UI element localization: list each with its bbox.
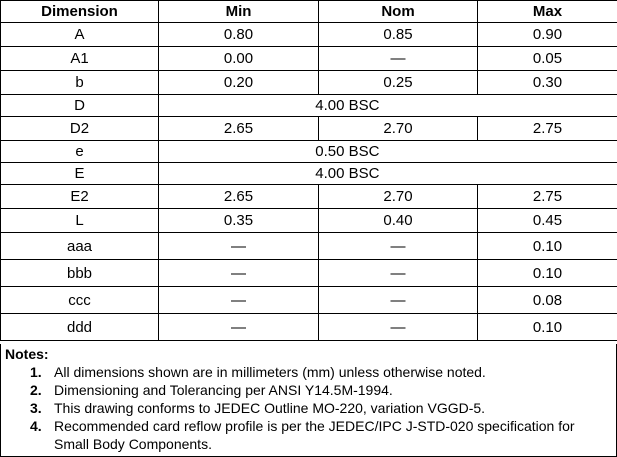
note-item [1, 417, 616, 453]
table-row [1, 163, 617, 185]
table-body [1, 23, 617, 341]
table-row [1, 47, 617, 71]
cell-min: 0.20 [159, 71, 319, 95]
cell-nom-bsc: 4.00 BSC [159, 163, 478, 185]
cell-min: 0.35 [159, 209, 319, 233]
cell-dimension: D2 [1, 117, 159, 141]
cell-max-empty [478, 95, 617, 117]
cell-dimension: E2 [1, 185, 159, 209]
cell-min: 0.80 [159, 23, 319, 47]
cell-nom: 0.25 [319, 71, 478, 95]
table-row [1, 23, 617, 47]
table-header-row [1, 1, 617, 23]
notes-section [0, 344, 617, 457]
note-number: 1. [30, 364, 42, 380]
cell-nom: 0.85 [319, 23, 478, 47]
cell-max: 0.10 [478, 233, 617, 260]
note-text: This drawing conforms to JEDEC Outline MO-220, variation VGGD-5. [54, 400, 486, 416]
table-row [1, 185, 617, 209]
cell-max: 2.75 [478, 185, 617, 209]
note-text: All dimensions shown are in millimeters (mm) unless otherwise noted. [54, 364, 486, 380]
cell-nom: 2.70 [319, 117, 478, 141]
cell-dimension: E [1, 163, 159, 185]
cell-nom: 2.70 [319, 185, 478, 209]
cell-nom: — [319, 287, 478, 314]
cell-dimension: A [1, 23, 159, 47]
header-min: Min [159, 1, 319, 23]
table-row [1, 95, 617, 117]
note-number: 3. [30, 400, 42, 416]
cell-dimension: e [1, 141, 159, 163]
note-text: Recommended card reflow profile is per the JEDEC/IPC J-STD-020 specification for Small Body Components. [54, 418, 575, 452]
cell-max: 2.75 [478, 117, 617, 141]
cell-max: 0.90 [478, 23, 617, 47]
note-number: 4. [30, 418, 42, 434]
cell-nom-bsc: 0.50 BSC [159, 141, 478, 163]
note-text: Dimensioning and Tolerancing per ANSI Y14.5M-1994. [54, 382, 393, 398]
cell-min: 0.00 [159, 47, 319, 71]
note-number: 2. [30, 382, 42, 398]
cell-max: 0.08 [478, 287, 617, 314]
cell-nom: — [319, 314, 478, 341]
cell-min: — [159, 314, 319, 341]
cell-dimension: A1 [1, 47, 159, 71]
cell-nom: — [319, 233, 478, 260]
table-row [1, 314, 617, 341]
cell-dimension: bbb [1, 260, 159, 287]
cell-max-empty [478, 163, 617, 185]
cell-dimension: b [1, 71, 159, 95]
cell-dimension: L [1, 209, 159, 233]
cell-nom: — [319, 260, 478, 287]
cell-nom: — [319, 47, 478, 71]
cell-dimension: aaa [1, 233, 159, 260]
cell-max: 0.30 [478, 71, 617, 95]
table-row [1, 209, 617, 233]
table-row [1, 71, 617, 95]
table-row [1, 141, 617, 163]
cell-max: 0.10 [478, 314, 617, 341]
cell-min: — [159, 233, 319, 260]
note-item [1, 381, 616, 399]
cell-dimension: ddd [1, 314, 159, 341]
cell-dimension: D [1, 95, 159, 117]
cell-max: 0.45 [478, 209, 617, 233]
cell-max: 0.05 [478, 47, 617, 71]
table-row [1, 117, 617, 141]
note-item [1, 399, 616, 417]
cell-max-empty [478, 141, 617, 163]
cell-min: 2.65 [159, 185, 319, 209]
cell-min: — [159, 287, 319, 314]
cell-min: — [159, 260, 319, 287]
header-max: Max [478, 1, 617, 23]
cell-dimension: ccc [1, 287, 159, 314]
notes-list [1, 363, 616, 453]
note-item [1, 363, 616, 381]
cell-max: 0.10 [478, 260, 617, 287]
cell-nom-bsc: 4.00 BSC [159, 95, 478, 117]
header-dimension: Dimension [1, 1, 159, 23]
cell-min: 2.65 [159, 117, 319, 141]
cell-nom: 0.40 [319, 209, 478, 233]
table-row [1, 287, 617, 314]
table-row [1, 233, 617, 260]
header-nom: Nom [319, 1, 478, 23]
notes-title: Notes: [5, 346, 49, 362]
table-row [1, 260, 617, 287]
